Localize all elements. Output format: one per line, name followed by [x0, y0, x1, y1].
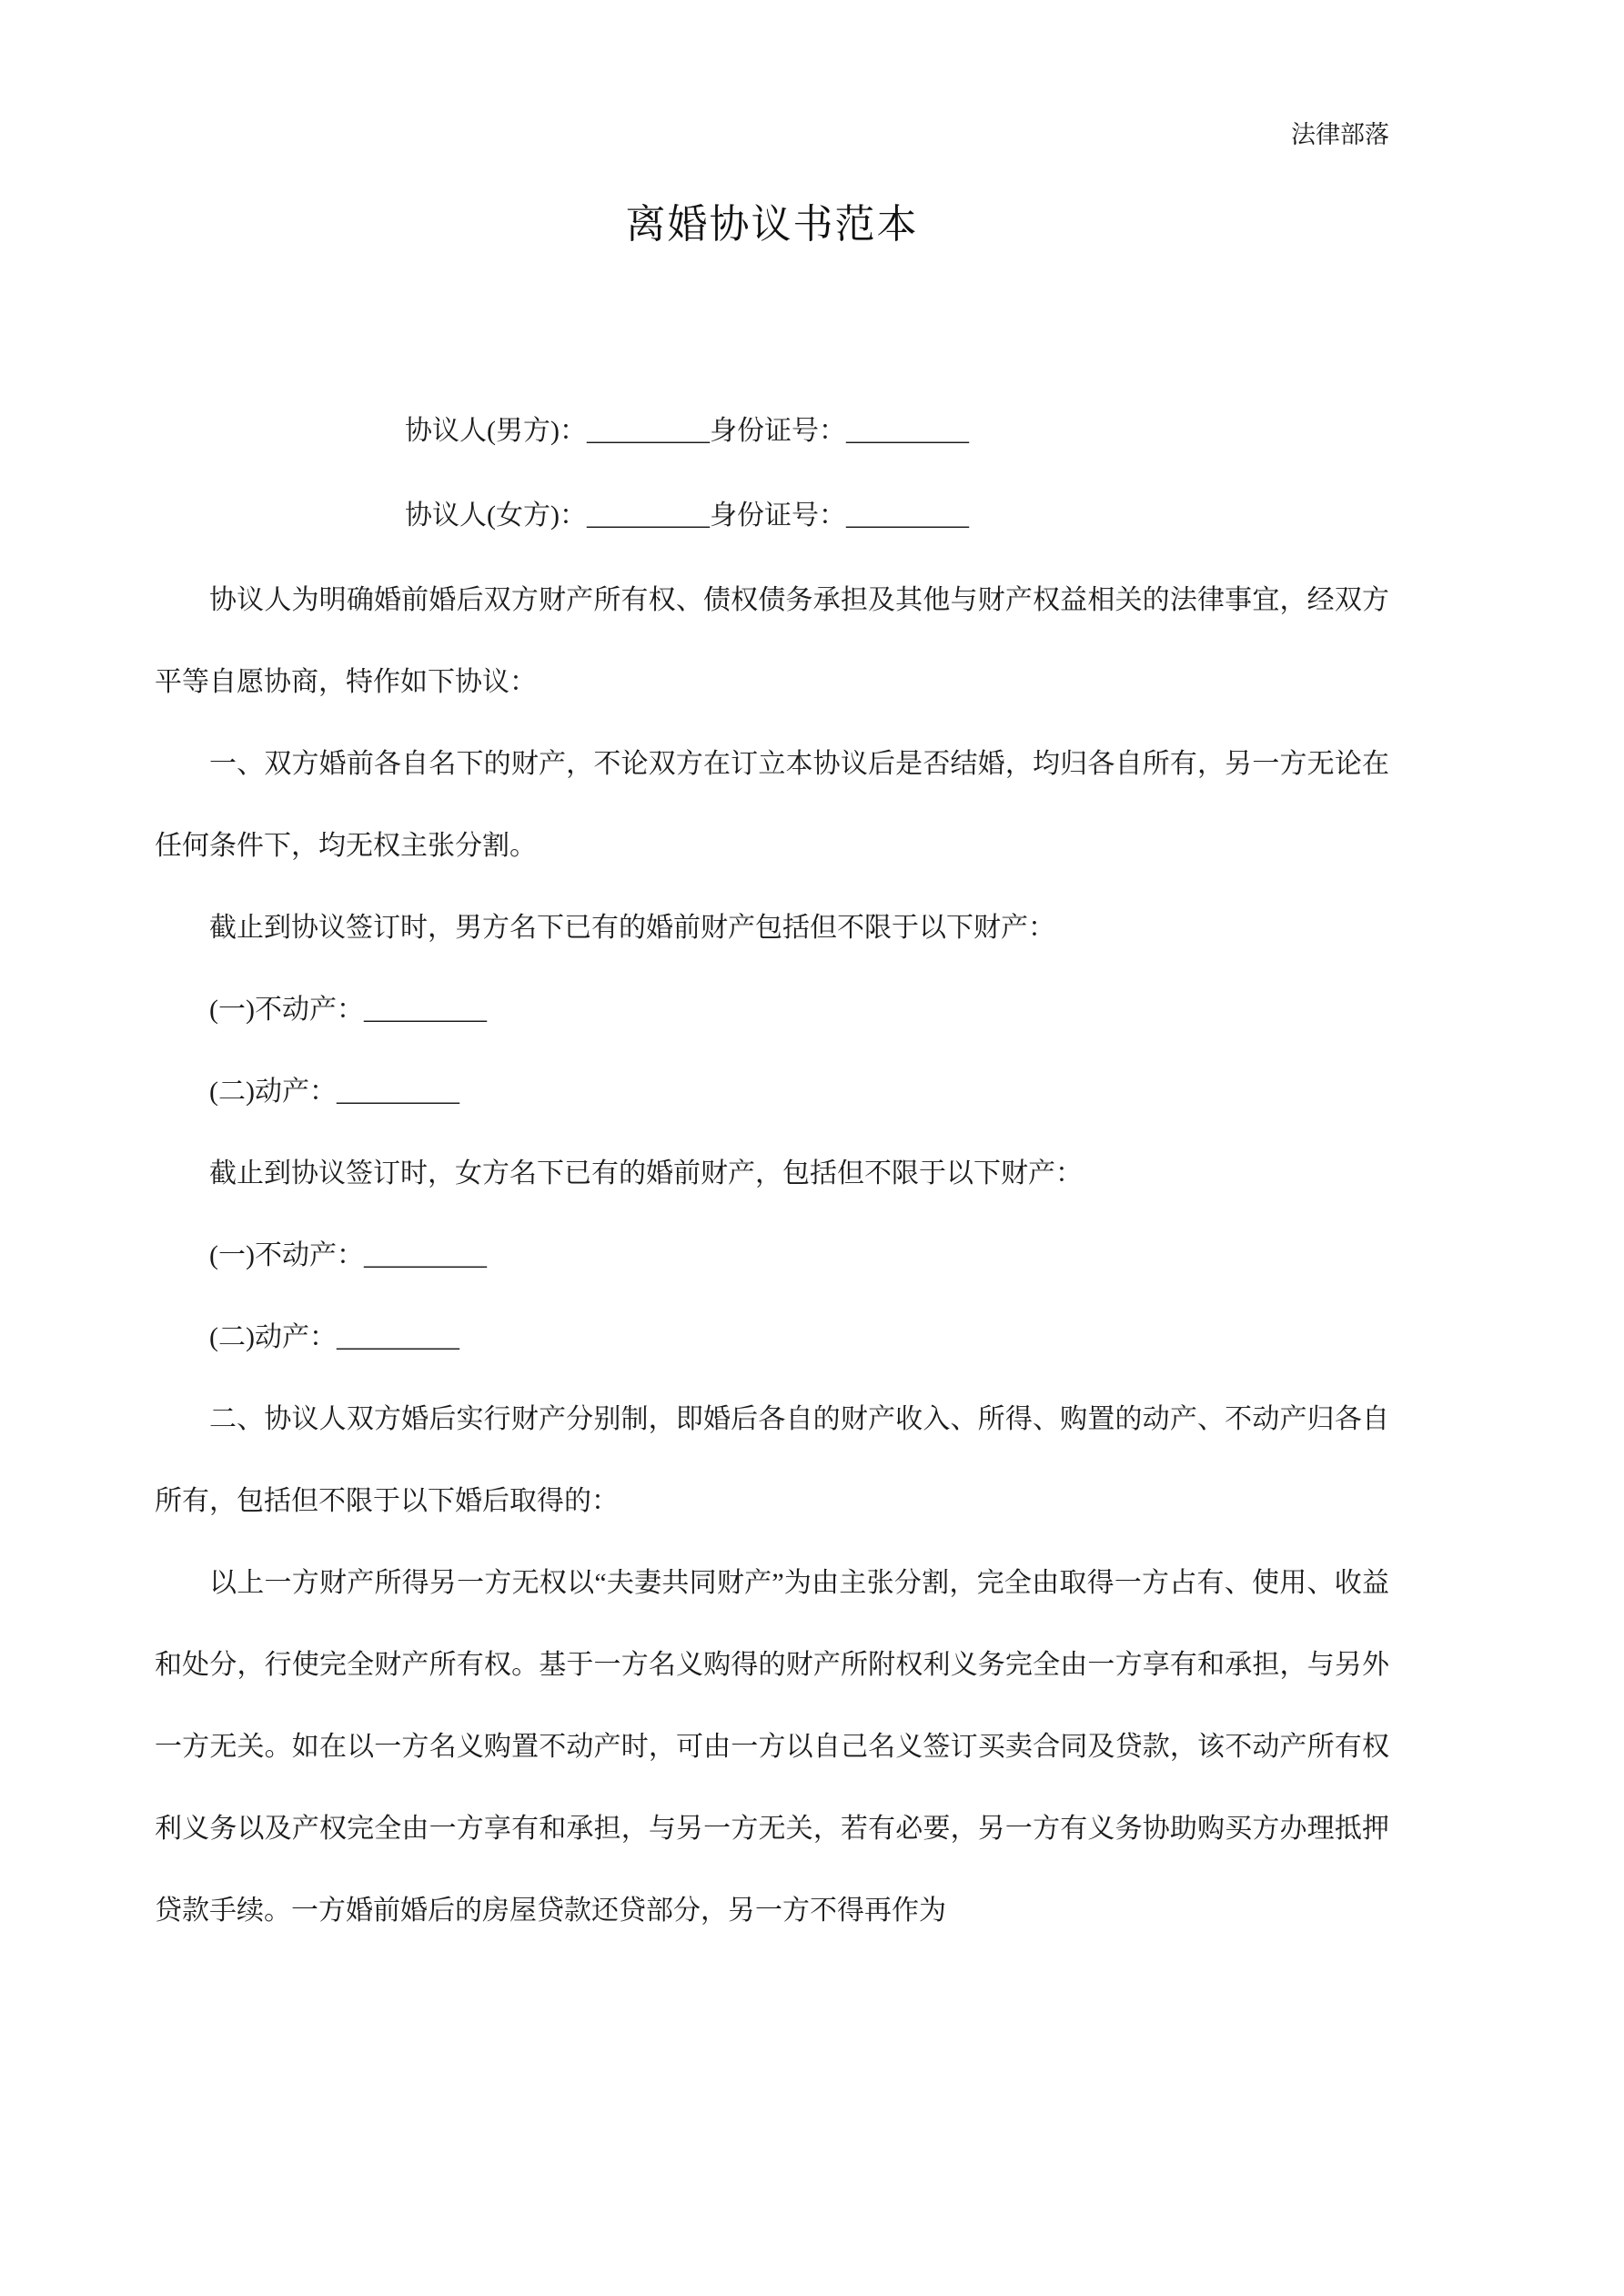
party-line-husband: 协议人(男方)：_________身份证号：_________ — [405, 416, 969, 447]
paragraph-wife-premarital-intro: 截止到协议签订时，女方名下已有的婚前财产，包括但不限于以下财产： — [209, 1158, 1083, 1189]
party-line-wife: 协议人(女方)：_________身份证号：_________ — [405, 501, 969, 531]
paragraph-clause-2: 二、协议人双方婚后实行财产分别制，即婚后各自的财产收入、所得、购置的动产、不动产归各自所有，包括但不限于以下婚后取得的： — [155, 1404, 1389, 1517]
paragraph-husband-premarital-intro: 截止到协议签订时，男方名下已有的婚前财产包括但不限于以下财产： — [209, 913, 1055, 944]
paragraph-clause-1: 一、双方婚前各自名下的财产，不论双方在订立本协议后是否结婚，均归各自所有，另一方无论在任何条件下，均无权主张分割。 — [155, 749, 1389, 862]
party-info-block — [155, 389, 1389, 558]
paragraph-clause-2-detail: 以上一方财产所得另一方无权以“夫妻共同财产”为由主张分割，完全由取得一方占有、使用、收益和处分，行使完全财产所有权。基于一方名义购得的财产所附权利义务完全由一方享有和承担，与另外一方无关。如在以一方名义购置不动产时，可由一方以自己名义签订买卖合同及贷款，该不动产所有权利义务以及产权完全由一方享有和承担，与另一方无关，若有必要，另一方有义务协助购买方办理抵押贷款手续。一方婚前婚后的房屋贷款还贷部分，另一方不得再作为 — [155, 1568, 1389, 1927]
document-title: 离婚协议书范本 — [625, 201, 919, 247]
paragraph-preamble: 协议人为明确婚前婚后双方财产所有权、债权债务承担及其他与财产权益相关的法律事宜，经双方平等自愿协商，特作如下协议： — [155, 585, 1389, 698]
blank-field-wife-real-estate: (一)不动产：_________ — [209, 1240, 487, 1271]
blank-field-husband-movable-property: (二)动产：_________ — [209, 1077, 459, 1108]
blank-field-husband-real-estate: (一)不动产：_________ — [209, 995, 487, 1026]
blank-field-wife-movable-property: (二)动产：_________ — [209, 1322, 459, 1353]
site-watermark-label: 法律部落 — [1291, 121, 1389, 148]
document-body — [155, 560, 1389, 1952]
